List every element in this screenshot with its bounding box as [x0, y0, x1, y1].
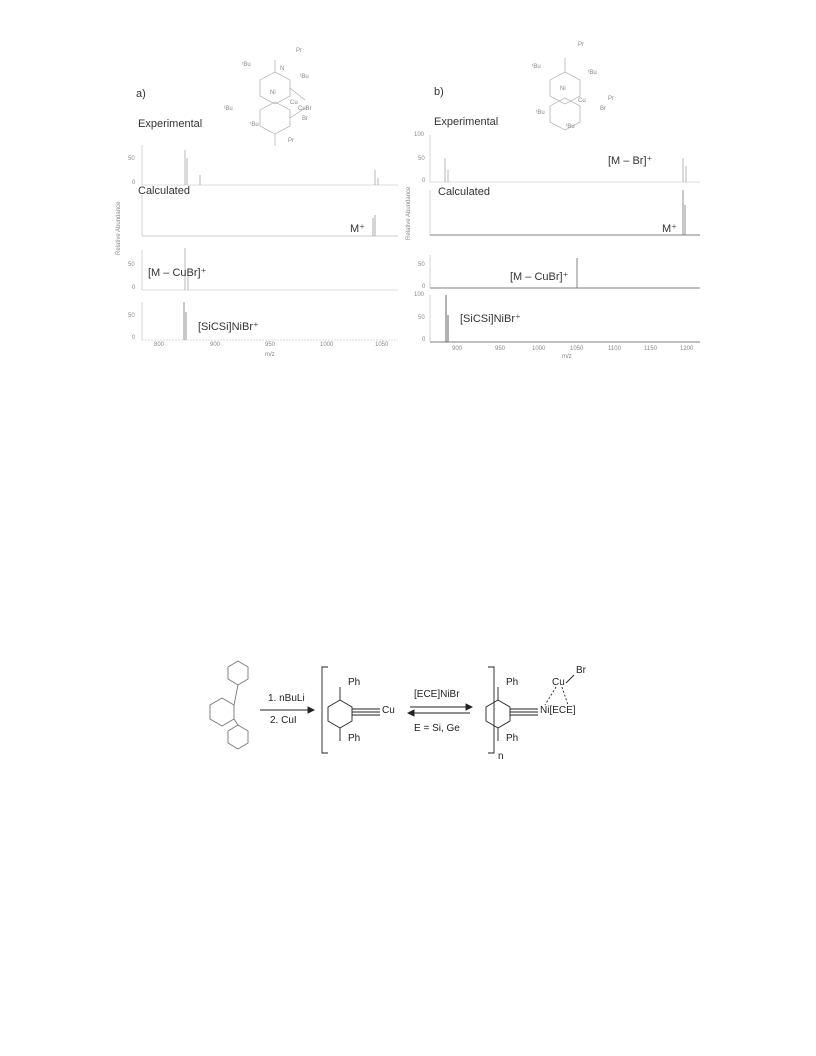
panel-b-mol-label-3: ᵗBu: [588, 70, 597, 76]
panel-b-xtick-5: 1150: [644, 346, 657, 352]
panel-b-mol-label-7: ᵗBu: [536, 110, 545, 116]
panel-a-ytick-bottom-1: 0: [132, 335, 136, 341]
panel-b-calculated-title: Calculated: [438, 186, 490, 198]
panel-b-ion-m-cubr: [M – CuBr]⁺: [510, 271, 569, 283]
panel-b-ylabel: Relative Abundance: [406, 186, 412, 240]
panel-a-mass-spectrum: [110, 40, 400, 370]
panel-b-plot: [400, 40, 705, 370]
panel-b-ytick-bottom-1: 50: [418, 315, 425, 321]
panel-b-calculated-peaks: [683, 190, 685, 235]
panel-a-ion-sicsi-nibr: [SiCSi]NiBr⁺: [198, 321, 259, 333]
panel-a-mol-label-8: CuBr: [298, 106, 312, 112]
panel-a-xtick-1: 900: [210, 342, 221, 348]
panel-b-ion-sicsi-nibr: [SiCSi]NiBr⁺: [460, 313, 521, 325]
panel-a-xtick-0: 800: [154, 342, 165, 348]
panel-b-mol-label-5: Pr: [608, 96, 614, 102]
panel-b-ytick-mid-1: 0: [422, 284, 426, 290]
panel-b-xtick-6: 1200: [680, 346, 694, 352]
panel-b-ytick-bottom-0: 100: [414, 292, 425, 298]
scheme-n: n: [498, 751, 504, 762]
panel-a-xlabel: m/z: [265, 352, 275, 358]
panel-a-ytick-bottom-0: 50: [128, 313, 135, 319]
panel-a-ytick-mid-0: 50: [128, 262, 135, 268]
panel-b-xlabel: m/z: [562, 354, 572, 360]
panel-a-mol-label-1: ᵗBu: [242, 62, 251, 68]
panel-a-ion-m-cubr: [M – CuBr]⁺: [148, 267, 207, 279]
panel-b-mol-label-1: ᵗBu: [532, 64, 541, 70]
panel-b-ion-m-br: [M – Br]⁺: [608, 155, 653, 167]
panel-b-ytick-top-2: 0: [422, 178, 426, 184]
scheme-cu: Cu: [382, 705, 395, 716]
panel-a-mol-label-10: Pr: [288, 138, 294, 144]
panel-a-ylabel: Relative Abundance: [116, 201, 122, 255]
panel-a-ytick-top-1: 0: [132, 180, 136, 186]
scheme-ni-ece: Ni[ECE]: [540, 705, 576, 716]
panel-b-label: b): [434, 86, 444, 98]
panel-a-ytick-mid-1: 0: [132, 285, 136, 291]
panel-b-molecule-drawing: [550, 58, 580, 130]
panel-a-experimental-peaks: [185, 150, 378, 185]
scheme-condition: E = Si, Ge: [414, 723, 460, 734]
panel-a-mol-label-2: N: [280, 66, 285, 72]
panel-a-experimental-title: Experimental: [138, 118, 203, 130]
panel-b-mol-label-0: Pr: [578, 42, 584, 48]
panel-a-xtick-4: 1050: [375, 342, 389, 348]
panel-a-label: a): [136, 88, 146, 100]
reaction-scheme: [200, 655, 620, 765]
scheme-cu-2: Cu: [552, 677, 565, 688]
panel-b-mass-spectrum: [400, 40, 705, 370]
scheme-step-1: 1. nBuLi: [268, 693, 305, 704]
panel-a-mol-label-0: Pr: [296, 48, 302, 54]
panel-b-ytick-top-0: 100: [414, 132, 425, 138]
panel-b-mol-label-2: Ni: [560, 86, 566, 92]
scheme-ph-top: Ph: [348, 677, 361, 688]
panel-b-ytick-bottom-2: 0: [422, 337, 426, 343]
scheme-br: Br: [576, 665, 586, 676]
panel-a-calculated-title: Calculated: [138, 185, 190, 197]
panel-a-mol-label-3: ᵗBu: [300, 74, 309, 80]
panel-b-ytick-top-1: 50: [418, 156, 425, 162]
scheme-step-2: 2. CuI: [270, 715, 297, 726]
panel-a-mol-label-9: Br: [302, 116, 308, 122]
panel-b-ion-m: M⁺: [662, 223, 677, 235]
panel-b-xtick-0: 900: [452, 346, 463, 352]
panel-b-mol-label-4: Cu: [578, 98, 586, 104]
panel-a-mol-label-7: ᵗBu: [250, 122, 259, 128]
panel-b-xtick-1: 950: [495, 346, 506, 352]
panel-b-xtick-4: 1100: [608, 346, 621, 352]
panel-b-mol-label-6: Br: [600, 106, 606, 112]
panel-a-molecule-drawing: [260, 60, 305, 146]
panel-a-mol-label-6: ᵗBu: [224, 106, 233, 112]
panel-a-mol-label-5: Cu: [290, 100, 298, 106]
panel-a-xtick-2: 950: [265, 342, 276, 348]
panel-b-xtick-2: 1000: [532, 346, 546, 352]
panel-a-ytick-top-0: 50: [128, 156, 135, 162]
scheme-ph-bottom: Ph: [348, 733, 361, 744]
scheme-ph-bottom-2: Ph: [506, 733, 519, 744]
panel-b-mol-label-8: ᵗBu: [566, 124, 575, 130]
scheme-ph-top-2: Ph: [506, 677, 519, 688]
panel-a-xtick-3: 1000: [320, 342, 334, 348]
panel-a-calculated-peaks: [373, 215, 375, 236]
panel-b-experimental-title: Experimental: [434, 116, 499, 128]
panel-b-ytick-mid-0: 50: [418, 262, 425, 268]
scheme-reagent: [ECE]NiBr: [414, 689, 460, 700]
panel-a-ion-m: M⁺: [350, 223, 365, 235]
panel-a-mol-label-4: Ni: [270, 90, 276, 96]
panel-b-xtick-3: 1050: [570, 346, 584, 352]
